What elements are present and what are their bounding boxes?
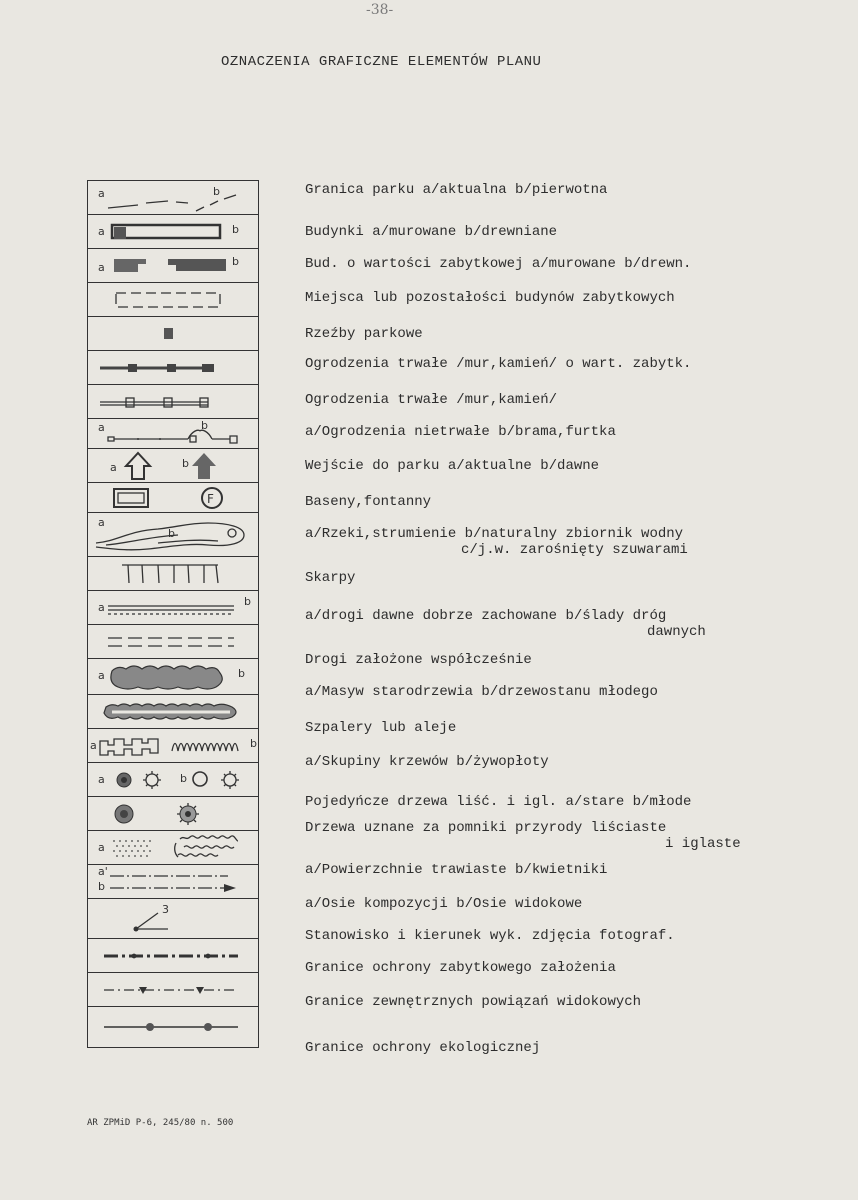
legend-text-park-entrance: Wejście do parku a/aktualne b/dawne — [305, 458, 600, 474]
legend-text-lawns-flowerbeds: a/Powierzchnie trawiaste b/kwietniki — [305, 862, 608, 878]
legend-text-shrubs-hedges: a/Skupiny krzewów b/żywopłoty — [305, 754, 549, 770]
symbol-temporary-fence-gate: a b — [88, 419, 258, 449]
legend-text-park-boundary: Granica parku a/aktualna b/pierwotna — [305, 182, 608, 198]
symbol-rivers-ponds: a b — [88, 513, 258, 557]
symbol-single-trees: a b — [88, 763, 258, 797]
legend-text-pools-fountains: Baseny,fontanny — [305, 494, 432, 510]
legend-text-composition-view-axes: a/Osie kompozycji b/Osie widokowe — [305, 896, 583, 912]
legend-text-old-roads-line2: dawnych — [647, 624, 706, 640]
legend-text-ecological-protection-boundary: Granice ochrony ekologicznej — [305, 1040, 541, 1056]
legend-text-tree-rows-alleys: Szpalery lub aleje — [305, 720, 457, 736]
symbol-heritage-protection-boundary — [88, 939, 258, 973]
symbol-shrubs-hedges: a b — [88, 729, 258, 763]
legend-text-historic-permanent-fence: Ogrodzenia trwałe /mur,kamień/ o wart. zabytk. — [305, 356, 692, 372]
legend-text-historic-building-remains: Miejsca lub pozostałości budynów zabytkowych — [305, 290, 675, 306]
legend-text-external-view-links-boundary: Granice zewnętrznych powiązań widokowych — [305, 994, 642, 1010]
symbol-buildings: a b — [88, 215, 258, 249]
legend-text-old-roads: a/drogi dawne dobrze zachowane b/ślady dróg dawnych — [305, 608, 706, 640]
symbol-photo-station: 3 — [88, 899, 258, 939]
page-title: OZNACZENIA GRAFICZNE ELEMENTÓW PLANU — [221, 54, 542, 70]
legend-text-photo-station: Stanowisko i kierunek wyk. zdjęcia fotograf. — [305, 928, 675, 944]
symbol-old-roads: a b — [88, 591, 258, 625]
symbol-natural-monument-trees — [88, 797, 258, 831]
legend-text-temporary-fence-gate: a/Ogrodzenia nietrwałe b/brama,furtka — [305, 424, 616, 440]
legend-text-buildings: Budynki a/murowane b/drewniane — [305, 224, 558, 240]
legend-text-historic-buildings: Bud. o wartości zabytkowej a/murowane b/drewn. — [305, 256, 692, 272]
symbol-tree-rows-alleys — [88, 695, 258, 729]
symbol-permanent-fence — [88, 385, 258, 419]
symbol-historic-permanent-fence — [88, 351, 258, 385]
symbol-composition-view-axes: a' b — [88, 865, 258, 899]
symbol-modern-roads — [88, 625, 258, 659]
symbol-lawns-flowerbeds: a — [88, 831, 258, 865]
legend-text-rivers-ponds-line2: c/j.w. zarośnięty szuwarami — [461, 542, 688, 558]
legend-text-natural-monument-trees-line2: i iglaste — [665, 836, 741, 852]
legend-symbol-table — [87, 180, 259, 1048]
symbol-historic-buildings: a b — [88, 249, 258, 283]
legend-text-natural-monument-trees: Drzewa uznane za pomniki przyrody liściaste i iglaste — [305, 820, 741, 852]
symbol-ecological-protection-boundary — [88, 1007, 258, 1047]
symbol-park-entrance: a b — [88, 449, 258, 483]
legend-text-rivers-ponds: a/Rzeki,strumienie b/naturalny zbiornik wodny c/j.w. zarośnięty szuwarami — [305, 526, 688, 558]
symbol-slopes — [88, 557, 258, 591]
archive-reference: AR ZPMiD P-6, 245/80 n. 500 — [87, 1118, 234, 1128]
symbol-old-tree-stand: a b — [88, 659, 258, 695]
symbol-historic-building-remains — [88, 283, 258, 317]
legend-text-single-trees: Pojedyńcze drzewa liść. i igl. a/stare b/młode — [305, 794, 692, 810]
legend-text-old-tree-stand: a/Masyw starodrzewia b/drzewostanu młodego — [305, 684, 658, 700]
symbol-park-boundary: a b — [88, 181, 258, 215]
legend-text-heritage-protection-boundary: Granice ochrony zabytkowego założenia — [305, 960, 616, 976]
symbol-pools-fountains — [88, 483, 258, 513]
legend-text-park-sculptures: Rzeźby parkowe — [305, 326, 423, 342]
legend-text-slopes: Skarpy — [305, 570, 356, 586]
symbol-external-view-links-boundary — [88, 973, 258, 1007]
page-number: -38- — [366, 2, 394, 18]
symbol-park-sculptures — [88, 317, 258, 351]
legend-text-modern-roads: Drogi założone współcześnie — [305, 652, 532, 668]
legend-text-permanent-fence: Ogrodzenia trwałe /mur,kamień/ — [305, 392, 558, 408]
svg-text:F: F — [207, 492, 214, 506]
